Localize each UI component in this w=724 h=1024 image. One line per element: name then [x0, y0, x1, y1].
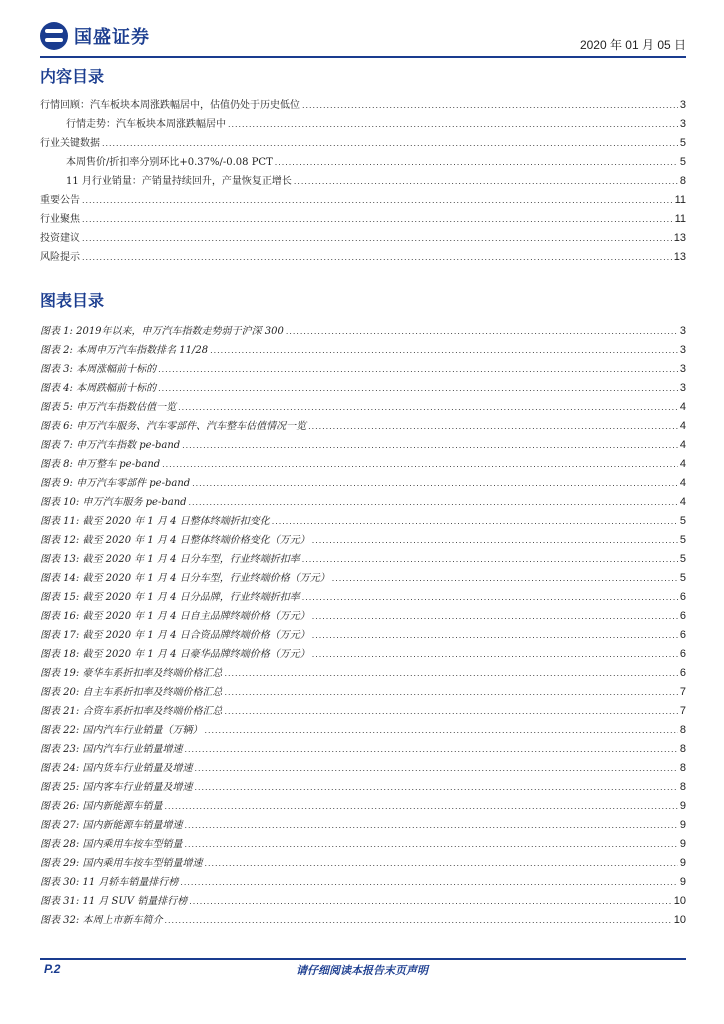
- toc-entry-label: 本周售价/折扣率分别环比+0.37%/-0.08 PCT: [66, 157, 273, 168]
- figure-entry-label: 图表 10: 申万汽车服务 pe-band: [40, 497, 187, 508]
- figure-entry-label: 图表 12: 截至 2020 年 1 月 4 日整体终端价格变化（万元）: [40, 535, 310, 546]
- figure-entry-label: 图表 1: 2019年以来，申万汽车指数走势弱于沪深 300: [40, 326, 284, 337]
- figure-entry[interactable]: [40, 759, 686, 778]
- toc-entry-label: 11 月行业销量：产销量持续回升，产量恢复正增长: [66, 176, 292, 187]
- dot-leader: [302, 550, 678, 569]
- figure-entry-label: 图表 29: 国内乘用车按车型销量增速: [40, 858, 203, 869]
- figure-entry-page: 4: [679, 496, 686, 508]
- header-divider: [40, 56, 686, 58]
- figure-entry-page: 4: [679, 401, 686, 413]
- dot-leader: [180, 873, 678, 892]
- dot-leader: [275, 153, 678, 172]
- figure-entry[interactable]: [40, 455, 686, 474]
- dot-leader: [204, 721, 677, 740]
- figure-entry-label: 图表 3: 本周涨幅前十标的: [40, 364, 157, 375]
- figure-entry[interactable]: [40, 873, 686, 892]
- figure-entry-label: 图表 27: 国内新能源车销量增速: [40, 820, 183, 831]
- dot-leader: [82, 191, 673, 210]
- dot-leader: [272, 512, 678, 531]
- dot-leader: [302, 588, 678, 607]
- dot-leader: [302, 96, 678, 115]
- figure-entry-page: 5: [679, 572, 686, 584]
- dot-leader: [102, 134, 678, 153]
- figure-entry-label: 图表 22: 国内汽车行业销量（万辆）: [40, 725, 203, 736]
- figure-entry[interactable]: [40, 911, 686, 930]
- dot-leader: [184, 835, 677, 854]
- page-number: P.2: [44, 962, 61, 976]
- figure-entry-label: 图表 15: 截至 2020 年 1 月 4 日分品牌，行业终端折扣率: [40, 592, 300, 603]
- figure-entry-page: 8: [679, 743, 686, 755]
- figure-entry[interactable]: [40, 493, 686, 512]
- dot-leader: [224, 702, 677, 721]
- toc-entry-label: 风险提示: [40, 252, 80, 263]
- toc-entry-label: 重要公告: [40, 195, 80, 206]
- footer-divider: [40, 958, 686, 960]
- figure-entry-page: 4: [679, 458, 686, 470]
- figure-entry-label: 图表 25: 国内客车行业销量及增速: [40, 782, 193, 793]
- figure-entry-page: 6: [679, 648, 686, 660]
- figure-entry-page: 6: [679, 667, 686, 679]
- toc-list: [40, 96, 686, 267]
- figure-entry-label: 图表 18: 截至 2020 年 1 月 4 日豪华品牌终端价格（万元）: [40, 649, 310, 660]
- toc-entry[interactable]: [40, 210, 686, 229]
- figure-entry[interactable]: [40, 322, 686, 341]
- figure-entry[interactable]: [40, 778, 686, 797]
- figure-entry-page: 6: [679, 591, 686, 603]
- figure-entry[interactable]: [40, 436, 686, 455]
- figure-list: [40, 322, 686, 930]
- dot-leader: [332, 569, 678, 588]
- figure-entry-page: 5: [679, 515, 686, 527]
- figure-entry[interactable]: [40, 379, 686, 398]
- figure-entry[interactable]: [40, 512, 686, 531]
- figure-entry-label: 图表 26: 国内新能源车销量: [40, 801, 163, 812]
- figure-entry-page: 7: [679, 705, 686, 717]
- dot-leader: [194, 759, 677, 778]
- toc-entry[interactable]: [40, 248, 686, 267]
- figure-entry[interactable]: [40, 417, 686, 436]
- toc-entry[interactable]: [40, 191, 686, 210]
- figure-entry-page: 9: [679, 876, 686, 888]
- dot-leader: [189, 493, 678, 512]
- figure-entry[interactable]: [40, 550, 686, 569]
- figure-entry-page: 3: [679, 382, 686, 394]
- figure-entry-label: 图表 14: 截至 2020 年 1 月 4 日分车型，行业终端价格（万元）: [40, 573, 330, 584]
- dot-leader: [192, 474, 678, 493]
- figure-entry[interactable]: [40, 398, 686, 417]
- toc-entry-page: 13: [673, 232, 686, 244]
- figure-entry[interactable]: [40, 474, 686, 493]
- dot-leader: [82, 248, 672, 267]
- dot-leader: [224, 664, 677, 683]
- figure-entry-page: 8: [679, 781, 686, 793]
- dot-leader: [224, 683, 677, 702]
- figure-entry-page: 3: [679, 363, 686, 375]
- dot-leader: [312, 645, 678, 664]
- figure-entry[interactable]: [40, 702, 686, 721]
- figure-entry-label: 图表 21: 合资车系折扣率及终端价格汇总: [40, 706, 223, 717]
- toc-entry-page: 5: [679, 137, 686, 149]
- figure-entry[interactable]: [40, 797, 686, 816]
- toc-entry[interactable]: [40, 96, 686, 115]
- figure-entry-label: 图表 17: 截至 2020 年 1 月 4 日合资品牌终端价格（万元）: [40, 630, 310, 641]
- figure-entry-label: 图表 16: 截至 2020 年 1 月 4 日自主品牌终端价格（万元）: [40, 611, 310, 622]
- figure-entry[interactable]: [40, 360, 686, 379]
- figure-entry-label: 图表 28: 国内乘用车按车型销量: [40, 839, 183, 850]
- dot-leader: [312, 531, 678, 550]
- dot-leader: [204, 854, 677, 873]
- figure-entry-page: 5: [679, 534, 686, 546]
- logo-icon: [40, 22, 68, 50]
- figure-entry[interactable]: [40, 854, 686, 873]
- dot-leader: [210, 341, 678, 360]
- figure-entry[interactable]: [40, 740, 686, 759]
- toc-entry-page: 3: [679, 99, 686, 111]
- figure-entry-page: 4: [679, 420, 686, 432]
- figure-entry-page: 10: [673, 914, 686, 926]
- figure-entry-page: 6: [679, 629, 686, 641]
- figure-entry-label: 图表 7: 申万汽车指数 pe-band: [40, 440, 181, 451]
- dot-leader: [184, 816, 677, 835]
- figure-entry-label: 图表 4: 本周跌幅前十标的: [40, 383, 157, 394]
- dot-leader: [189, 892, 672, 911]
- dot-leader: [162, 455, 678, 474]
- figure-entry[interactable]: [40, 341, 686, 360]
- figure-entry[interactable]: [40, 569, 686, 588]
- dot-leader: [178, 398, 678, 417]
- toc-entry[interactable]: [40, 229, 686, 248]
- figure-entry-page: 9: [679, 819, 686, 831]
- dot-leader: [294, 172, 678, 191]
- toc-entry-label: 行业聚焦: [40, 214, 80, 225]
- dot-leader: [158, 360, 678, 379]
- page-header: [40, 22, 686, 54]
- figure-entry-page: 3: [679, 344, 686, 356]
- figure-entry-label: 图表 23: 国内汽车行业销量增速: [40, 744, 183, 755]
- toc-entry[interactable]: [40, 153, 686, 172]
- figure-entry-page: 9: [679, 800, 686, 812]
- dot-leader: [164, 797, 677, 816]
- figure-entry-page: 8: [679, 724, 686, 736]
- figure-entry[interactable]: [40, 626, 686, 645]
- figure-entry[interactable]: [40, 607, 686, 626]
- toc-entry[interactable]: [40, 172, 686, 191]
- toc-entry-page: 5: [679, 156, 686, 168]
- figure-entry-label: 图表 11: 截至 2020 年 1 月 4 日整体终端折扣变化: [40, 516, 270, 527]
- figure-entry-page: 8: [679, 762, 686, 774]
- figure-entry-label: 图表 8: 申万整车 pe-band: [40, 459, 161, 470]
- figure-entry-label: 图表 6: 申万汽车服务、汽车零部件、汽车整车估值情况一览: [40, 421, 307, 432]
- figure-entry[interactable]: [40, 721, 686, 740]
- figure-entry-label: 图表 20: 自主车系折扣率及终端价格汇总: [40, 687, 223, 698]
- figure-entry-label: 图表 31: 11 月 SUV 销量排行榜: [40, 896, 188, 907]
- toc-entry[interactable]: [40, 115, 686, 134]
- figure-entry-label: 图表 30: 11 月轿车销量排行榜: [40, 877, 179, 888]
- figure-entry-label: 图表 2: 本周申万汽车指数排名 11/28: [40, 345, 209, 356]
- dot-leader: [158, 379, 678, 398]
- figure-entry-page: 6: [679, 610, 686, 622]
- figure-entry-label: 图表 24: 国内货车行业销量及增速: [40, 763, 193, 774]
- figure-entry-label: 图表 9: 申万汽车零部件 pe-band: [40, 478, 191, 489]
- toc-entry-label: 行业关键数据: [40, 138, 100, 149]
- dot-leader: [194, 778, 677, 797]
- figure-entry[interactable]: [40, 588, 686, 607]
- toc-entry[interactable]: [40, 134, 686, 153]
- dot-leader: [286, 322, 678, 341]
- company-logo: [40, 22, 150, 50]
- dot-leader: [308, 417, 678, 436]
- dot-leader: [312, 607, 678, 626]
- figure-entry[interactable]: [40, 816, 686, 835]
- toc-entry-page: 11: [674, 213, 686, 225]
- dot-leader: [228, 115, 678, 134]
- dot-leader: [82, 229, 672, 248]
- figure-entry-page: 7: [679, 686, 686, 698]
- figure-list-heading: 图表目录: [40, 291, 105, 310]
- figure-entry[interactable]: [40, 645, 686, 664]
- footer-disclaimer: 请仔细阅读本报告末页声明: [296, 964, 428, 977]
- figure-entry-page: 5: [679, 553, 686, 565]
- figure-entry-page: 3: [679, 325, 686, 337]
- dot-leader: [182, 436, 678, 455]
- figure-entry-page: 4: [679, 439, 686, 451]
- figure-entry[interactable]: [40, 531, 686, 550]
- toc-entry-page: 13: [673, 251, 686, 263]
- toc-heading: 内容目录: [40, 67, 105, 86]
- toc-entry-label: 行情回顾：汽车板块本周涨跌幅居中，估值仍处于历史低位: [40, 100, 300, 111]
- dot-leader: [164, 911, 671, 930]
- figure-entry-page: 9: [679, 838, 686, 850]
- figure-entry-label: 图表 5: 申万汽车指数估值一览: [40, 402, 177, 413]
- toc-entry-label: 投资建议: [40, 233, 80, 244]
- toc-entry-page: 8: [679, 175, 686, 187]
- figure-entry-page: 10: [673, 895, 686, 907]
- dot-leader: [184, 740, 677, 759]
- figure-entry-label: 图表 32: 本周上市新车简介: [40, 915, 163, 926]
- dot-leader: [312, 626, 678, 645]
- dot-leader: [82, 210, 673, 229]
- figure-entry-label: 图表 19: 豪华车系折扣率及终端价格汇总: [40, 668, 223, 679]
- logo-text: 国盛证券: [74, 27, 150, 48]
- figure-entry-page: 4: [679, 477, 686, 489]
- figure-entry-page: 9: [679, 857, 686, 869]
- report-date: 2020 年 01 月 05 日: [579, 38, 686, 52]
- figure-entry[interactable]: [40, 683, 686, 702]
- figure-entry-label: 图表 13: 截至 2020 年 1 月 4 日分车型，行业终端折扣率: [40, 554, 300, 565]
- figure-entry[interactable]: [40, 664, 686, 683]
- figure-entry[interactable]: [40, 892, 686, 911]
- toc-entry-label: 行情走势：汽车板块本周涨跌幅居中: [66, 119, 226, 130]
- figure-entry[interactable]: [40, 835, 686, 854]
- toc-entry-page: 3: [679, 118, 686, 130]
- toc-entry-page: 11: [674, 194, 686, 206]
